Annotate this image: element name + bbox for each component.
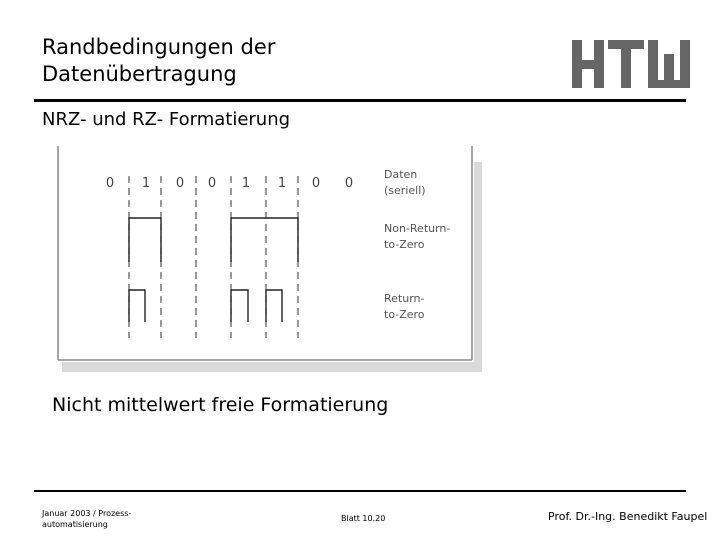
bit-value: 0 bbox=[207, 176, 217, 191]
slide-title-line-2: Datenübertragung bbox=[42, 62, 237, 86]
slide-title bbox=[42, 34, 522, 88]
footer-date-line-1: Januar 2003 / Prozess- bbox=[42, 509, 132, 518]
bit-value: 0 bbox=[311, 176, 321, 191]
label-data-serial: (seriell) bbox=[384, 184, 426, 197]
footer-author: Prof. Dr.-Ing. Benedikt Faupel bbox=[548, 510, 708, 523]
nrz-rz-diagram bbox=[56, 142, 488, 378]
footer-sheet-number: Blatt 10.20 bbox=[341, 514, 386, 523]
slide-title-line-1: Randbedingungen der bbox=[42, 35, 276, 59]
slide-subtitle: NRZ- und RZ- Formatierung bbox=[42, 109, 291, 130]
bit-value: 1 bbox=[277, 176, 287, 191]
label-rz-zero: to-Zero bbox=[384, 308, 425, 321]
footer-date-line-2: automatisierung bbox=[42, 520, 108, 529]
figure-caption: Nicht mittelwert freie Formatierung bbox=[52, 394, 389, 416]
label-nrz-zero: to-Zero bbox=[384, 238, 425, 251]
htw-logo bbox=[570, 40, 692, 92]
bit-value: 0 bbox=[105, 176, 115, 191]
bit-value: 0 bbox=[175, 176, 185, 191]
label-nrz: Non-Return- bbox=[384, 222, 451, 235]
label-data: Daten bbox=[384, 168, 418, 181]
header-divider bbox=[34, 99, 686, 102]
footer-date bbox=[42, 508, 152, 530]
bit-value: 1 bbox=[241, 176, 251, 191]
htw-logo-graphic bbox=[570, 40, 692, 88]
label-rz: Return- bbox=[384, 292, 425, 305]
bit-value: 0 bbox=[344, 176, 354, 191]
bit-value: 1 bbox=[141, 176, 151, 191]
footer-divider bbox=[34, 490, 686, 492]
